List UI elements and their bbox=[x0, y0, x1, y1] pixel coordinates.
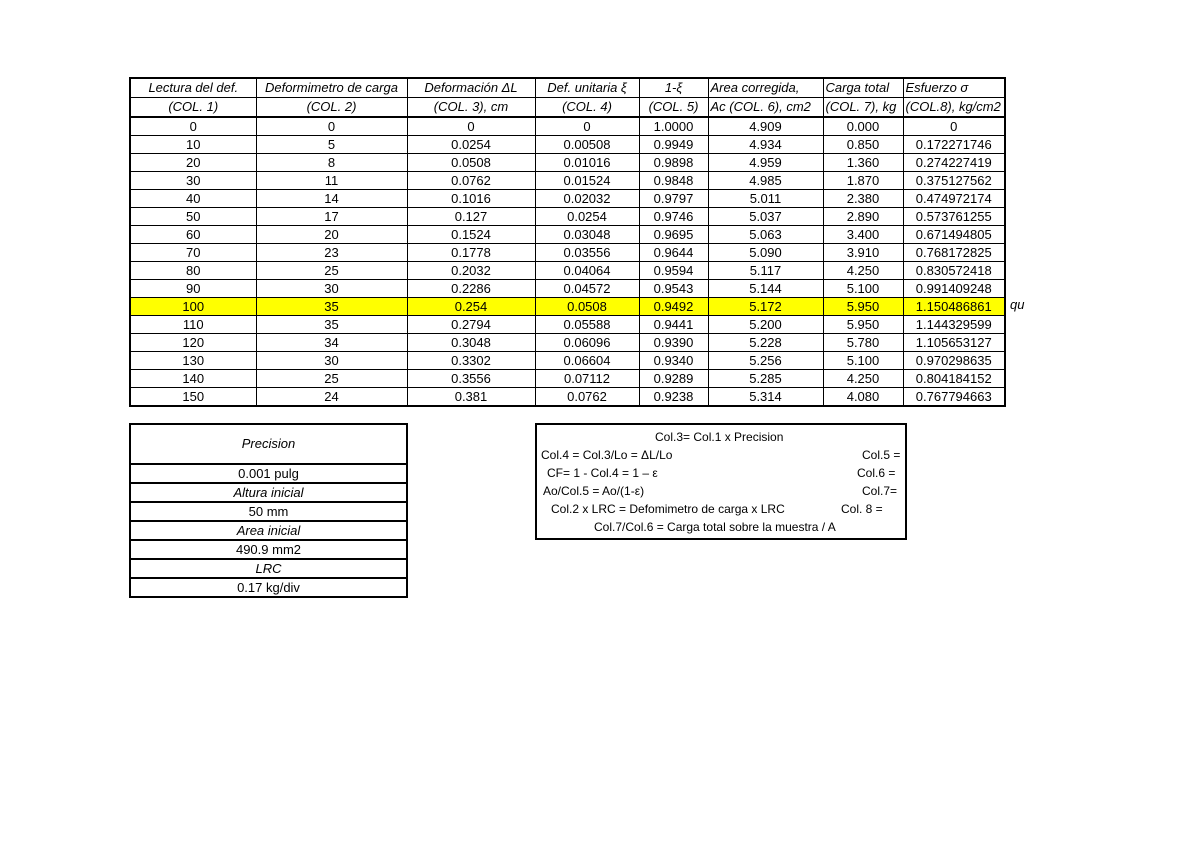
header-col3: Deformación ΔL bbox=[407, 78, 535, 98]
area-value: 490.9 mm2 bbox=[131, 541, 406, 560]
header-col6-sub: Ac (COL. 6), cm2 bbox=[708, 98, 823, 118]
table-cell-col1: 110 bbox=[130, 316, 256, 334]
header-col8-sub: (COL.8), kg/cm2 bbox=[903, 98, 1005, 118]
table-cell-col2: 17 bbox=[256, 208, 407, 226]
table-cell-col7: 5.950 bbox=[823, 316, 903, 334]
header-col4-sub: (COL. 4) bbox=[535, 98, 639, 118]
table-cell-col7: 4.250 bbox=[823, 262, 903, 280]
table-cell-col2: 14 bbox=[256, 190, 407, 208]
table-cell-col6: 5.172 bbox=[708, 298, 823, 316]
precision-value: 0.001 pulg bbox=[131, 465, 406, 484]
lrc-value: 0.17 kg/div bbox=[237, 580, 300, 595]
table-cell-col6: 4.934 bbox=[708, 136, 823, 154]
formula-col2: Col.2 x LRC = Defomimetro de carga x LRC bbox=[551, 502, 785, 516]
table-cell-col4: 0.00508 bbox=[535, 136, 639, 154]
table-cell-col1: 150 bbox=[130, 388, 256, 407]
header-row-1 bbox=[130, 78, 1005, 98]
header-col4: Def. unitaria ξ bbox=[535, 78, 639, 98]
table-cell-col8: 0.172271746 bbox=[903, 136, 1005, 154]
table-cell-col3: 0.127 bbox=[407, 208, 535, 226]
table-cell-col6: 5.256 bbox=[708, 352, 823, 370]
formula-col7-label: Col.7= bbox=[862, 484, 898, 498]
table-cell-col3: 0 bbox=[407, 117, 535, 136]
table-row bbox=[130, 388, 1005, 407]
table-cell-col7: 5.100 bbox=[823, 352, 903, 370]
header-row-2 bbox=[130, 98, 1005, 118]
height-value: 50 mm bbox=[131, 503, 406, 522]
header-col5-sub: (COL. 5) bbox=[639, 98, 708, 118]
area-label: Area inicial bbox=[131, 522, 406, 541]
table-cell-col7: 3.910 bbox=[823, 244, 903, 262]
parameters-box bbox=[129, 423, 408, 598]
table-row bbox=[130, 262, 1005, 280]
formula-col5-label: Col.5 = bbox=[862, 448, 901, 462]
table-cell-col8: 1.150486861 bbox=[903, 298, 1005, 316]
formula-ao: Ao/Col.5 = Ao/(1-ε) bbox=[543, 484, 645, 498]
table-cell-col3: 0.254 bbox=[407, 298, 535, 316]
table-cell-col8: 0.375127562 bbox=[903, 172, 1005, 190]
lrc-label: LRC bbox=[131, 560, 406, 579]
data-table bbox=[129, 77, 1006, 407]
table-cell-col8: 0 bbox=[903, 117, 1005, 136]
table-cell-col6: 5.037 bbox=[708, 208, 823, 226]
table-cell-col6: 5.090 bbox=[708, 244, 823, 262]
table-row bbox=[130, 298, 1005, 316]
table-cell-col2: 0 bbox=[256, 117, 407, 136]
table-cell-col7: 0.850 bbox=[823, 136, 903, 154]
table-cell-col5: 0.9898 bbox=[639, 154, 708, 172]
header-col1-sub: (COL. 1) bbox=[130, 98, 256, 118]
table-cell-col1: 50 bbox=[130, 208, 256, 226]
table-cell-col3: 0.3556 bbox=[407, 370, 535, 388]
table-cell-col5: 0.9390 bbox=[639, 334, 708, 352]
table-cell-col6: 4.909 bbox=[708, 117, 823, 136]
table-cell-col2: 20 bbox=[256, 226, 407, 244]
table-cell-col5: 1.0000 bbox=[639, 117, 708, 136]
table-row bbox=[130, 370, 1005, 388]
table-cell-col4: 0 bbox=[535, 117, 639, 136]
table-cell-col1: 90 bbox=[130, 280, 256, 298]
table-cell-col8: 0.474972174 bbox=[903, 190, 1005, 208]
table-cell-col4: 0.01016 bbox=[535, 154, 639, 172]
table-cell-col1: 10 bbox=[130, 136, 256, 154]
table-cell-col5: 0.9746 bbox=[639, 208, 708, 226]
table-cell-col7: 1.870 bbox=[823, 172, 903, 190]
table-cell-col4: 0.02032 bbox=[535, 190, 639, 208]
table-cell-col8: 0.804184152 bbox=[903, 370, 1005, 388]
table-cell-col2: 25 bbox=[256, 370, 407, 388]
table-cell-col3: 0.3048 bbox=[407, 334, 535, 352]
table-cell-col6: 5.011 bbox=[708, 190, 823, 208]
table-cell-col8: 0.767794663 bbox=[903, 388, 1005, 407]
table-cell-col2: 30 bbox=[256, 352, 407, 370]
table-cell-col7: 2.890 bbox=[823, 208, 903, 226]
table-cell-col4: 0.03556 bbox=[535, 244, 639, 262]
table-cell-col6: 5.063 bbox=[708, 226, 823, 244]
formula-col8-label: Col. 8 = bbox=[841, 502, 883, 516]
table-cell-col2: 35 bbox=[256, 316, 407, 334]
table-cell-col5: 0.9289 bbox=[639, 370, 708, 388]
table-cell-col2: 23 bbox=[256, 244, 407, 262]
qu-note: qu bbox=[1010, 297, 1025, 312]
table-cell-col7: 5.100 bbox=[823, 280, 903, 298]
table-row bbox=[130, 352, 1005, 370]
table-cell-col1: 0 bbox=[130, 117, 256, 136]
formula-col7-col6: Col.7/Col.6 = Carga total sobre la muestra / A bbox=[594, 520, 836, 534]
table-cell-col6: 5.228 bbox=[708, 334, 823, 352]
table-cell-col3: 0.2794 bbox=[407, 316, 535, 334]
table-cell-col8: 0.970298635 bbox=[903, 352, 1005, 370]
table-row bbox=[130, 136, 1005, 154]
table-cell-col1: 30 bbox=[130, 172, 256, 190]
table-cell-col4: 0.07112 bbox=[535, 370, 639, 388]
table-cell-col6: 5.285 bbox=[708, 370, 823, 388]
table-cell-col1: 20 bbox=[130, 154, 256, 172]
table-cell-col2: 11 bbox=[256, 172, 407, 190]
table-cell-col4: 0.0254 bbox=[535, 208, 639, 226]
header-col5: 1-ξ bbox=[639, 78, 708, 98]
table-cell-col3: 0.0762 bbox=[407, 172, 535, 190]
table-cell-col2: 8 bbox=[256, 154, 407, 172]
table-cell-col3: 0.0254 bbox=[407, 136, 535, 154]
table-cell-col8: 0.671494805 bbox=[903, 226, 1005, 244]
header-col7: Carga total bbox=[823, 78, 903, 98]
precision-label: Precision bbox=[131, 425, 406, 465]
table-cell-col4: 0.04064 bbox=[535, 262, 639, 280]
table-cell-col5: 0.9340 bbox=[639, 352, 708, 370]
table-cell-col5: 0.9848 bbox=[639, 172, 708, 190]
table-cell-col5: 0.9543 bbox=[639, 280, 708, 298]
table-cell-col2: 35 bbox=[256, 298, 407, 316]
table-row bbox=[130, 280, 1005, 298]
table-cell-col3: 0.0508 bbox=[407, 154, 535, 172]
table-body bbox=[130, 117, 1005, 406]
header-col1: Lectura del def. bbox=[130, 78, 256, 98]
table-cell-col7: 3.400 bbox=[823, 226, 903, 244]
formula-cf: CF= 1 - Col.4 = 1 – ε bbox=[547, 466, 658, 480]
table-cell-col7: 0.000 bbox=[823, 117, 903, 136]
table-cell-col5: 0.9238 bbox=[639, 388, 708, 407]
table-cell-col8: 1.105653127 bbox=[903, 334, 1005, 352]
table-cell-col1: 130 bbox=[130, 352, 256, 370]
table-cell-col8: 0.768172825 bbox=[903, 244, 1005, 262]
table-cell-col4: 0.06604 bbox=[535, 352, 639, 370]
formulas-box bbox=[535, 423, 907, 540]
table-row bbox=[130, 154, 1005, 172]
table-row bbox=[130, 316, 1005, 334]
table-cell-col6: 5.314 bbox=[708, 388, 823, 407]
table-cell-col5: 0.9644 bbox=[639, 244, 708, 262]
table-cell-col4: 0.05588 bbox=[535, 316, 639, 334]
table-cell-col5: 0.9594 bbox=[639, 262, 708, 280]
table-cell-col6: 4.985 bbox=[708, 172, 823, 190]
table-cell-col1: 140 bbox=[130, 370, 256, 388]
table-cell-col7: 5.950 bbox=[823, 298, 903, 316]
table-cell-col8: 1.144329599 bbox=[903, 316, 1005, 334]
formula-col4: Col.4 = Col.3/Lo = ΔL/Lo bbox=[541, 448, 673, 462]
table-row bbox=[130, 244, 1005, 262]
table-cell-col1: 120 bbox=[130, 334, 256, 352]
table-cell-col5: 0.9492 bbox=[639, 298, 708, 316]
formula-col6-label: Col.6 = bbox=[857, 466, 896, 480]
table-cell-col4: 0.03048 bbox=[535, 226, 639, 244]
table-cell-col1: 100 bbox=[130, 298, 256, 316]
table-row bbox=[130, 334, 1005, 352]
header-col8: Esfuerzo σ bbox=[903, 78, 1005, 98]
table-cell-col8: 0.830572418 bbox=[903, 262, 1005, 280]
table-cell-col6: 5.200 bbox=[708, 316, 823, 334]
table-cell-col5: 0.9797 bbox=[639, 190, 708, 208]
table-cell-col7: 5.780 bbox=[823, 334, 903, 352]
table-cell-col6: 4.959 bbox=[708, 154, 823, 172]
table-cell-col4: 0.04572 bbox=[535, 280, 639, 298]
header-col6: Area corregida, bbox=[708, 78, 823, 98]
table-cell-col1: 70 bbox=[130, 244, 256, 262]
table-cell-col6: 5.117 bbox=[708, 262, 823, 280]
table-cell-col8: 0.573761255 bbox=[903, 208, 1005, 226]
table-cell-col3: 0.381 bbox=[407, 388, 535, 407]
table-cell-col3: 0.2032 bbox=[407, 262, 535, 280]
table-cell-col5: 0.9441 bbox=[639, 316, 708, 334]
formula-col3: Col.3= Col.1 x Precision bbox=[655, 430, 784, 444]
header-col2: Deformimetro de carga bbox=[256, 78, 407, 98]
table-cell-col7: 4.080 bbox=[823, 388, 903, 407]
table-cell-col2: 24 bbox=[256, 388, 407, 407]
table-cell-col8: 0.991409248 bbox=[903, 280, 1005, 298]
table-cell-col5: 0.9695 bbox=[639, 226, 708, 244]
table-cell-col4: 0.0508 bbox=[535, 298, 639, 316]
table-cell-col2: 30 bbox=[256, 280, 407, 298]
table-row bbox=[130, 208, 1005, 226]
table-cell-col1: 80 bbox=[130, 262, 256, 280]
table-cell-col7: 1.360 bbox=[823, 154, 903, 172]
table-cell-col3: 0.3302 bbox=[407, 352, 535, 370]
table-cell-col2: 25 bbox=[256, 262, 407, 280]
table-cell-col3: 0.1016 bbox=[407, 190, 535, 208]
table-cell-col8: 0.274227419 bbox=[903, 154, 1005, 172]
table-cell-col1: 40 bbox=[130, 190, 256, 208]
header-col3-sub: (COL. 3), cm bbox=[407, 98, 535, 118]
table-row bbox=[130, 190, 1005, 208]
table-cell-col4: 0.01524 bbox=[535, 172, 639, 190]
table-row bbox=[130, 172, 1005, 190]
table-cell-col1: 60 bbox=[130, 226, 256, 244]
table-row bbox=[130, 117, 1005, 136]
table-row bbox=[130, 226, 1005, 244]
table-cell-col2: 34 bbox=[256, 334, 407, 352]
table-cell-col3: 0.2286 bbox=[407, 280, 535, 298]
table-cell-col7: 4.250 bbox=[823, 370, 903, 388]
height-label: Altura inicial bbox=[131, 484, 406, 503]
table-cell-col3: 0.1778 bbox=[407, 244, 535, 262]
table-cell-col6: 5.144 bbox=[708, 280, 823, 298]
header-col2-sub: (COL. 2) bbox=[256, 98, 407, 118]
table-cell-col5: 0.9949 bbox=[639, 136, 708, 154]
table-cell-col4: 0.06096 bbox=[535, 334, 639, 352]
header-col7-sub: (COL. 7), kg bbox=[823, 98, 903, 118]
table-cell-col4: 0.0762 bbox=[535, 388, 639, 407]
table-cell-col2: 5 bbox=[256, 136, 407, 154]
table-cell-col7: 2.380 bbox=[823, 190, 903, 208]
table-cell-col3: 0.1524 bbox=[407, 226, 535, 244]
